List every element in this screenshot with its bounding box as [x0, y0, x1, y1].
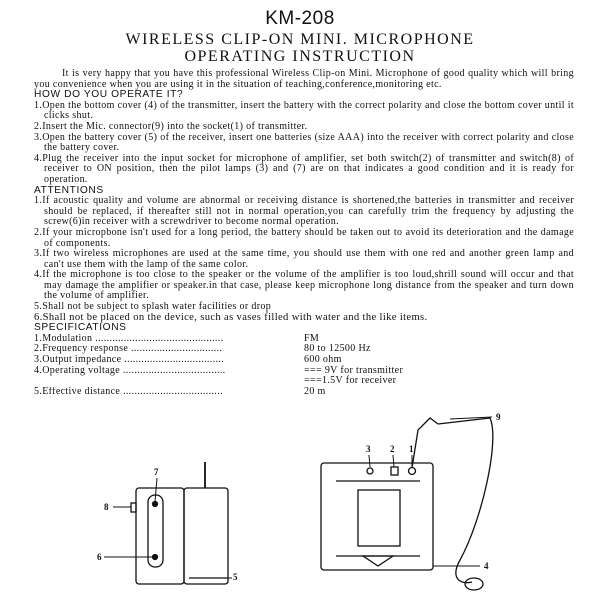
attention-item-5: 5.Shall not be subject to splash water facilities or drop — [34, 301, 272, 313]
title-line-1: WIRELESS CLIP-ON MINI. MICROPHONE — [125, 31, 475, 48]
label-4: 4 — [484, 561, 489, 571]
attention-item-3: 3.If two wireless microphones are used at the same time, you should use them with one red and another green lamp and can't use them with the lamp of the same color. — [34, 248, 574, 270]
microphone-head — [465, 578, 483, 590]
how-item-2: 2.Insert the Mic. connector(9) into the socket(1) of transmitter. — [34, 120, 308, 132]
pilot-lamp-7 — [153, 502, 158, 507]
label-6: 6 — [97, 552, 102, 562]
how-item-1: 1.Open the bottom cover (4) of the transmitter, insert the battery with the correct polarity and close the bottom cover until it clicks shut. — [34, 99, 574, 122]
spec-key: 5.Effective distance ................................... — [34, 386, 223, 397]
attentions-heading: ATTENTIONS — [34, 184, 104, 196]
connector-plug — [412, 418, 438, 468]
attention-item-2: 2.If your micropbone isn't used for a long period, the battery should be taken out to avoid its deterioration and the damage of components. — [34, 226, 574, 249]
label-1: 1 — [409, 444, 414, 454]
spec-value: 600 ohm — [304, 354, 342, 366]
spec-key: 3.Output impedance ................................... — [34, 355, 224, 366]
switch-8 — [131, 503, 136, 512]
receiver-drawing — [131, 462, 228, 584]
label-9: 9 — [496, 412, 501, 422]
attention-item-4: 4.If the microphone is too close to the speaker or the volume of the amplifier is too loud,shrill sound will occur and that may damage the amplifier or speaker.in that case, please keep microphone long distance from the speaker and turn down the volume of amplifier. — [34, 269, 574, 302]
spec-key: 1.Modulation ............................................. — [34, 333, 224, 344]
transmitter-body — [321, 463, 433, 570]
label-8: 8 — [104, 502, 109, 512]
receiver-side-face — [136, 488, 184, 584]
bottom-cover-4 — [363, 556, 393, 566]
spec-key: 2.Frequency response ................................ — [34, 344, 223, 355]
transmitter-clip — [358, 490, 400, 546]
spec-key: 4.Operating voltage .................................... — [34, 365, 226, 376]
socket-1 — [409, 468, 416, 475]
pilot-lamp-3 — [367, 468, 373, 474]
switch-2 — [391, 467, 398, 475]
receiver-body — [184, 488, 228, 584]
spec-value: FM — [304, 332, 320, 344]
leader-3 — [369, 455, 370, 467]
how-heading: HOW DO YOU OPERATE IT? — [34, 89, 184, 101]
intro-paragraph: It is very happy that you have this professional Wireless Clip-on Mini. Microphone of good quality which will bring you convenience when you are using it in the situation of teaching,conference,monitoring etc. — [34, 68, 574, 90]
microphone-assembly — [412, 418, 493, 590]
microphone-cable — [438, 418, 493, 583]
spec-value: 80 to 12500 Hz — [304, 343, 371, 355]
spec-value: === 9V for transmitter — [304, 364, 404, 376]
label-3: 3 — [366, 444, 371, 454]
leader-2 — [393, 455, 394, 467]
label-7: 7 — [154, 467, 159, 477]
title-line-2: OPERATING INSTRUCTION — [184, 48, 416, 65]
attention-item-6: 6.Shall not be placed on the device, such as vases filled with water and the like items. — [34, 311, 428, 323]
specifications-heading: SPECIFICATIONS — [34, 322, 127, 334]
model-number: KM-208 — [265, 8, 335, 29]
trim-screw-6 — [153, 555, 158, 560]
how-item-4: 4.Plug the receiver into the input socket for microphone of amplifier, set both switch(2) of transmitter and switch(8) of receiver to ON position, then the pilot lamps (3) and (7) are on that indicates a good condition and it is ready for operation. — [34, 152, 574, 185]
transmitter-drawing — [321, 463, 433, 570]
leader-7 — [155, 478, 157, 502]
how-item-3: 3.Open the battery cover (5) of the receiver, insert one batteries (size AAA) into the receiver with correct polarity and close the battery cover. — [34, 131, 574, 154]
spec-voltage-receiver: ===1.5V for receiver — [304, 375, 397, 387]
label-5: 5 — [233, 572, 238, 582]
spec-value: 20 m — [304, 385, 326, 397]
attention-item-1: 1.If acoustic quality and volume are abnormal or receiving distance is shortened,the batteries in transmitter and receiver should be replaced, if thereafter still not in normal operation,you can carefully trim the frequency by adjusting the screw(6)in receiver with a screwdriver to become normal operation. — [34, 195, 574, 228]
label-2: 2 — [390, 444, 395, 454]
